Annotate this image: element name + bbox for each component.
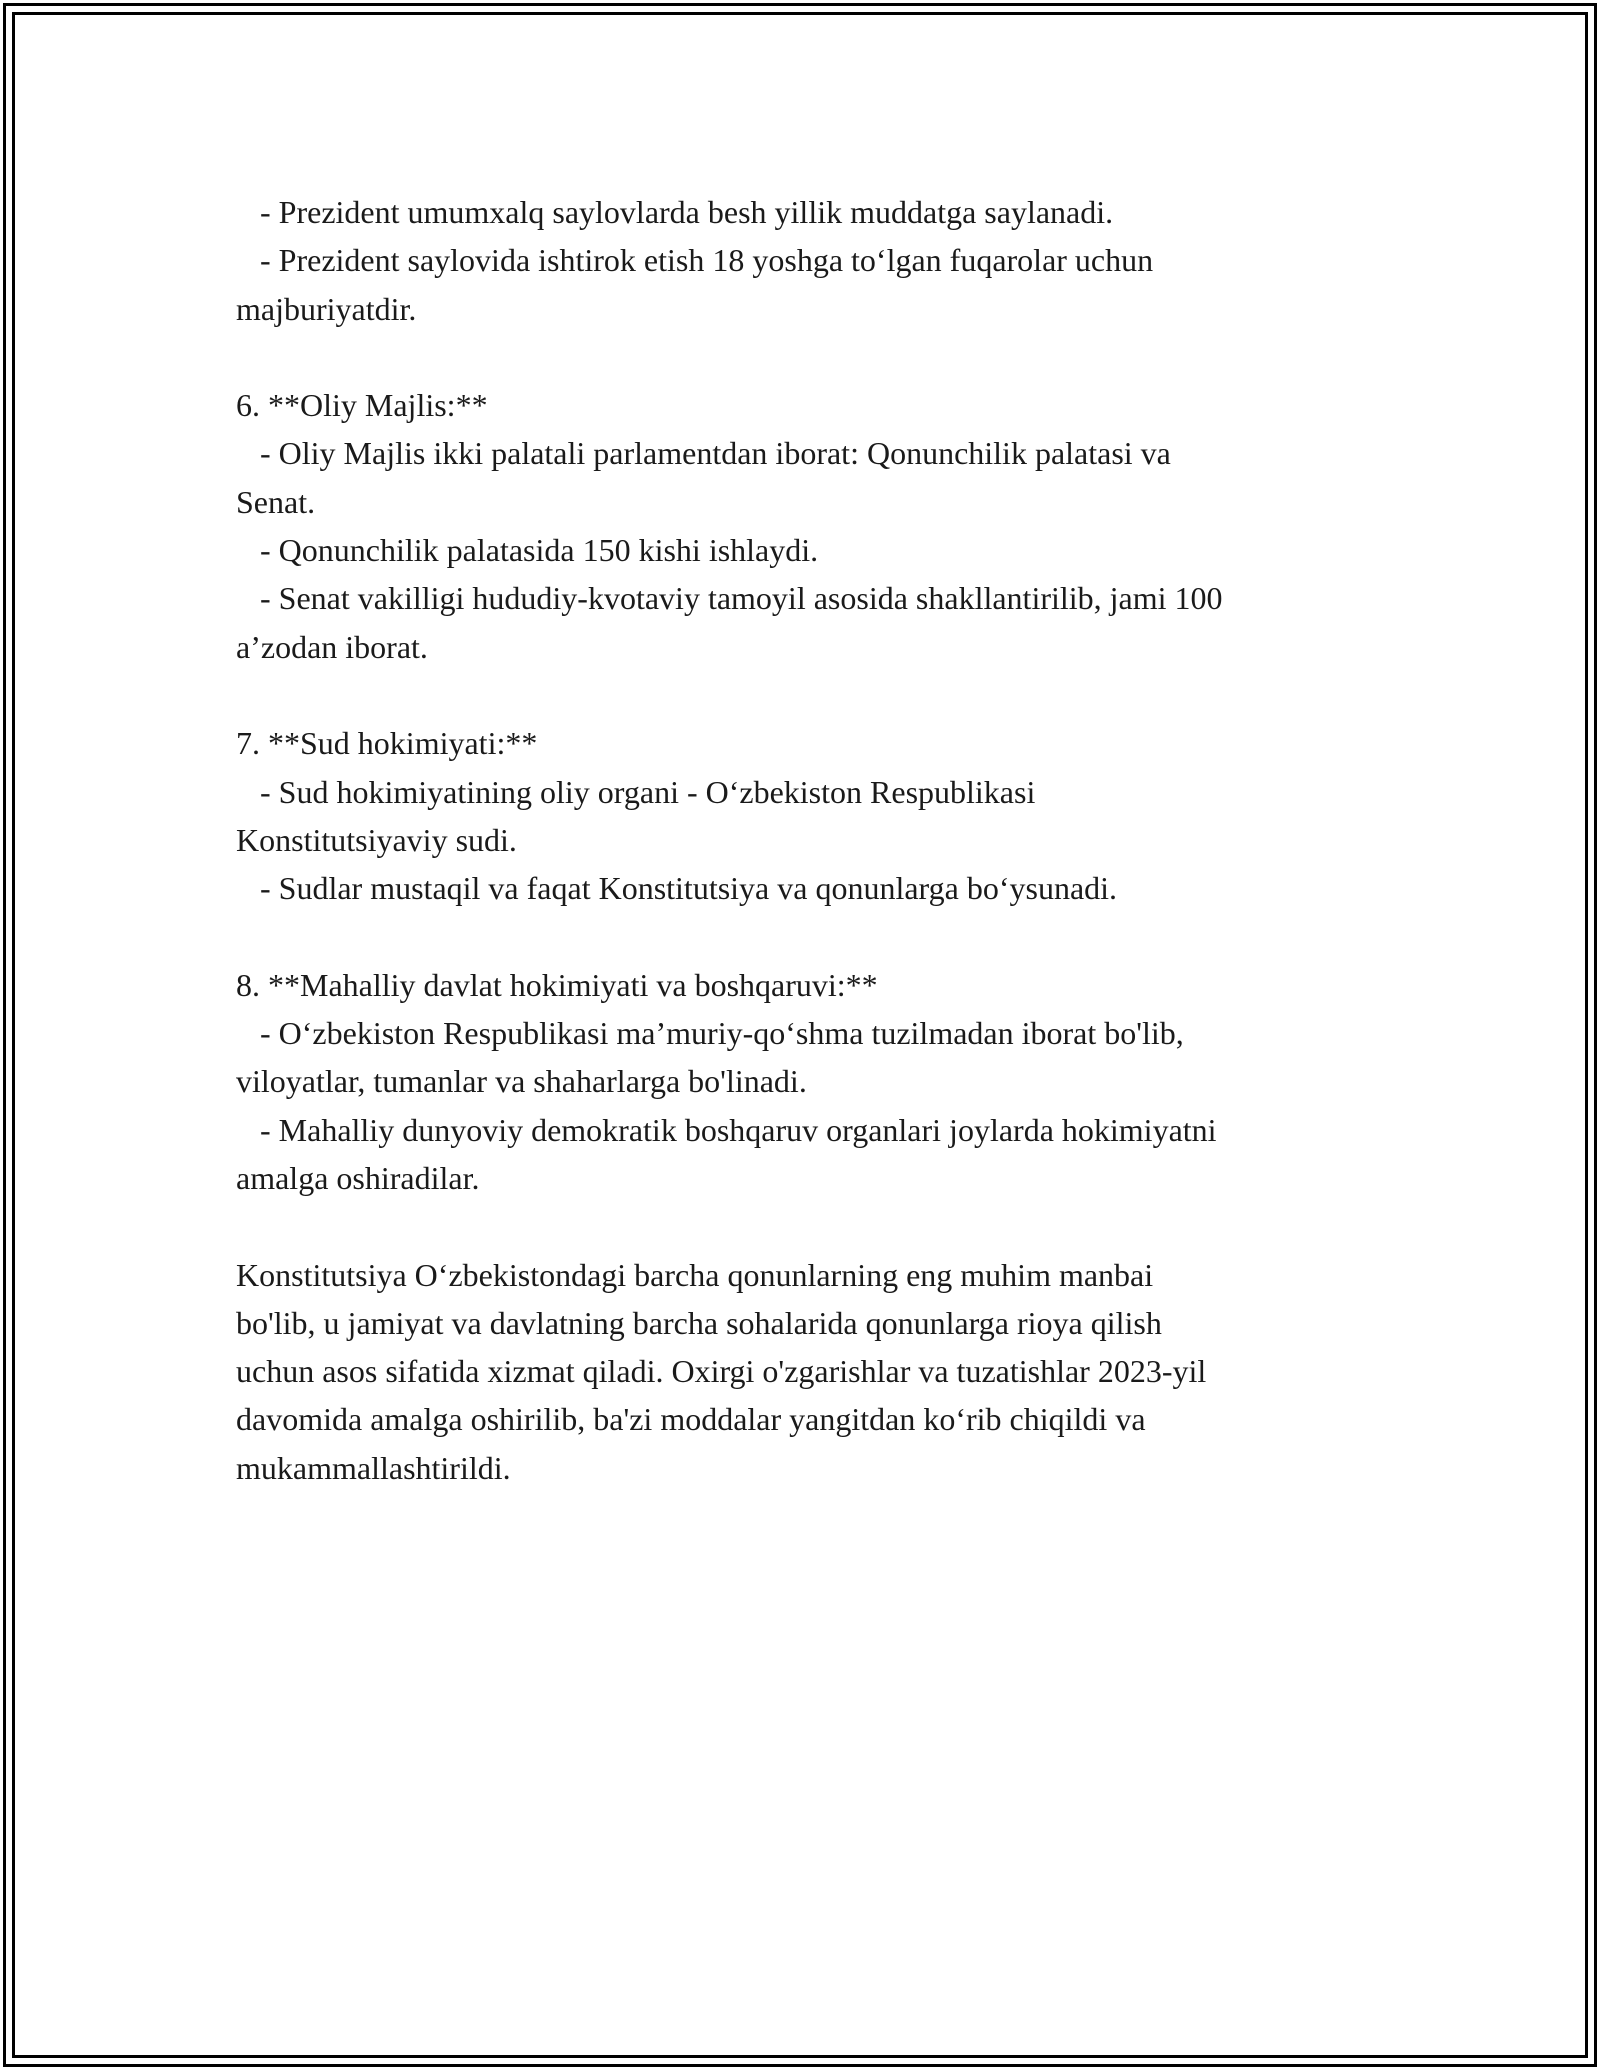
text-line: a’zodan iborat. [236, 628, 428, 665]
text-line: - Mahalliy dunyoviy demokratik boshqaruv organlari joylarda hokimiyatni [236, 1111, 1217, 1148]
text-line: - Qonunchilik palatasida 150 kishi ishlaydi. [236, 532, 819, 569]
text-line: - O‘zbekiston Respublikasi ma’muriy-qo‘shma tuzilmadan iborat bo'lib, [236, 1015, 1184, 1052]
blank-line [236, 333, 1376, 381]
text-line: viloyatlar, tumanlar va shaharlarga bo'linadi. [236, 1063, 807, 1100]
text-line: uchun asos sifatida xizmat qiladi. Oxirgi o'zgarishlar va tuzatishlar 2023-yil [236, 1353, 1207, 1390]
text-line: amalga oshiradilar. [236, 1159, 480, 1196]
text-line: majburiyatdir. [236, 290, 417, 327]
blank-line [236, 671, 1376, 719]
blank-line [236, 1202, 1376, 1250]
document-body [236, 188, 1376, 1492]
section-heading: 8. **Mahalliy davlat hokimiyati va boshqaruvi:** [236, 966, 878, 1003]
text-line: - Prezident saylovida ishtirok etish 18 yoshga to‘lgan fuqarolar uchun [236, 242, 1154, 279]
section-heading: 7. **Sud hokimiyati:** [236, 725, 538, 762]
text-line: - Sudlar mustaqil va faqat Konstitutsiya va qonunlarga bo‘ysunadi. [236, 870, 1118, 907]
section-heading: 6. **Oliy Majlis:** [236, 387, 488, 424]
text-line: - Prezident umumxalq saylovlarda besh yillik muddatga saylanadi. [236, 194, 1114, 230]
text-line: - Senat vakilligi hududiy-kvotaviy tamoyil asosida shakllantirilib, jami 100 [236, 580, 1223, 617]
text-line: - Oliy Majlis ikki palatali parlamentdan iborat: Qonunchilik palatasi va [236, 435, 1171, 472]
blank-line [236, 912, 1376, 960]
text-line: - Sud hokimiyatining oliy organi - O‘zbekiston Respublikasi [236, 773, 1036, 810]
text-line: Konstitutsiya O‘zbekistondagi barcha qonunlarning eng muhim manbai [236, 1256, 1154, 1293]
text-line: Konstitutsiyaviy sudi. [236, 821, 517, 858]
text-line: Senat. [236, 483, 316, 520]
text-line: davomida amalga oshirilib, ba'zi moddalar yangitdan ko‘rib chiqildi va [236, 1401, 1146, 1438]
text-line: bo'lib, u jamiyat va davlatning barcha sohalarida qonunlarga rioya qilish [236, 1304, 1162, 1341]
text-line: mukammallashtirildi. [236, 1449, 511, 1486]
